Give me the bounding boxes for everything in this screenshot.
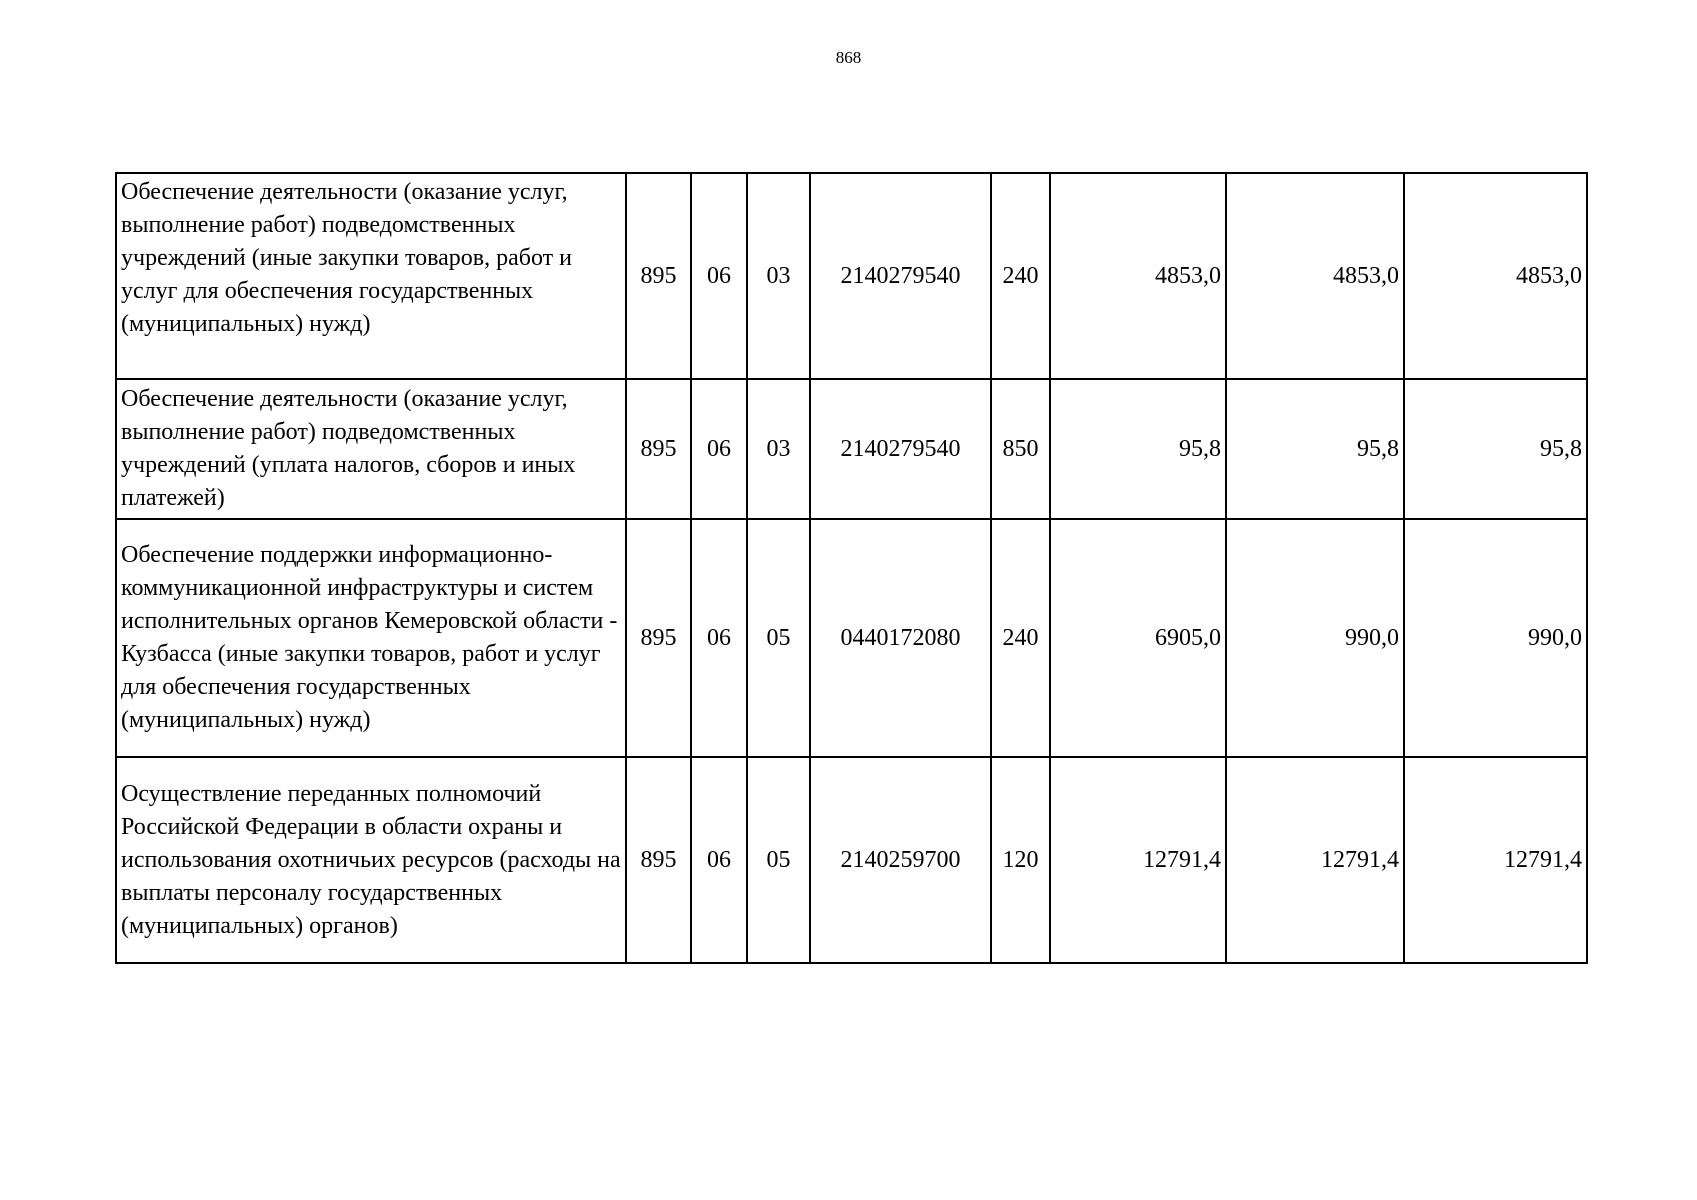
subsection-code: 05 [747,757,810,963]
row-description: Обеспечение поддержки информационно-коммуникационной инфраструктуры и систем исполнительных органов Кемеровской области - Кузбасса (иные закупки товаров, работ и услуг для обеспечения государственных (муниципальных) нужд) [116,519,626,757]
amount-cell: 4853,0 [1050,173,1226,379]
amount-cell: 4853,0 [1404,173,1587,379]
ministry-code: 895 [626,519,691,757]
table-row [116,173,1587,379]
amount-cell: 95,8 [1404,379,1587,519]
section-code: 06 [691,519,747,757]
table-row [116,519,1587,757]
target-article-code: 2140279540 [810,379,991,519]
amount-cell: 990,0 [1226,519,1404,757]
amount-cell: 12791,4 [1404,757,1587,963]
table-row [116,379,1587,519]
row-description: Обеспечение деятельности (оказание услуг, выполнение работ) подведомственных учреждений (уплата налогов, сборов и иных платежей) [116,379,626,519]
section-code: 06 [691,173,747,379]
amount-cell: 990,0 [1404,519,1587,757]
subsection-code: 03 [747,173,810,379]
expense-type-code: 240 [991,519,1050,757]
page-number: 868 [835,48,862,67]
budget-table [115,172,1588,964]
ministry-code: 895 [626,757,691,963]
expense-type-code: 240 [991,173,1050,379]
ministry-code: 895 [626,379,691,519]
amount-cell: 95,8 [1050,379,1226,519]
amount-cell: 12791,4 [1050,757,1226,963]
target-article-code: 0440172080 [810,519,991,757]
section-code: 06 [691,379,747,519]
target-article-code: 2140259700 [810,757,991,963]
target-article-code: 2140279540 [810,173,991,379]
amount-cell: 12791,4 [1226,757,1404,963]
amount-cell: 95,8 [1226,379,1404,519]
subsection-code: 05 [747,519,810,757]
section-code: 06 [691,757,747,963]
expense-type-code: 120 [991,757,1050,963]
subsection-code: 03 [747,379,810,519]
table-row [116,757,1587,963]
ministry-code: 895 [626,173,691,379]
row-description: Осуществление переданных полномочий Российской Федерации в области охраны и использования охотничьих ресурсов (расходы на выплаты персоналу государственных (муниципальных) органов) [116,757,626,963]
amount-cell: 6905,0 [1050,519,1226,757]
amount-cell: 4853,0 [1226,173,1404,379]
expense-type-code: 850 [991,379,1050,519]
row-description: Обеспечение деятельности (оказание услуг, выполнение работ) подведомственных учреждений (иные закупки товаров, работ и услуг для обеспечения государственных (муниципальных) нужд) [116,173,626,379]
